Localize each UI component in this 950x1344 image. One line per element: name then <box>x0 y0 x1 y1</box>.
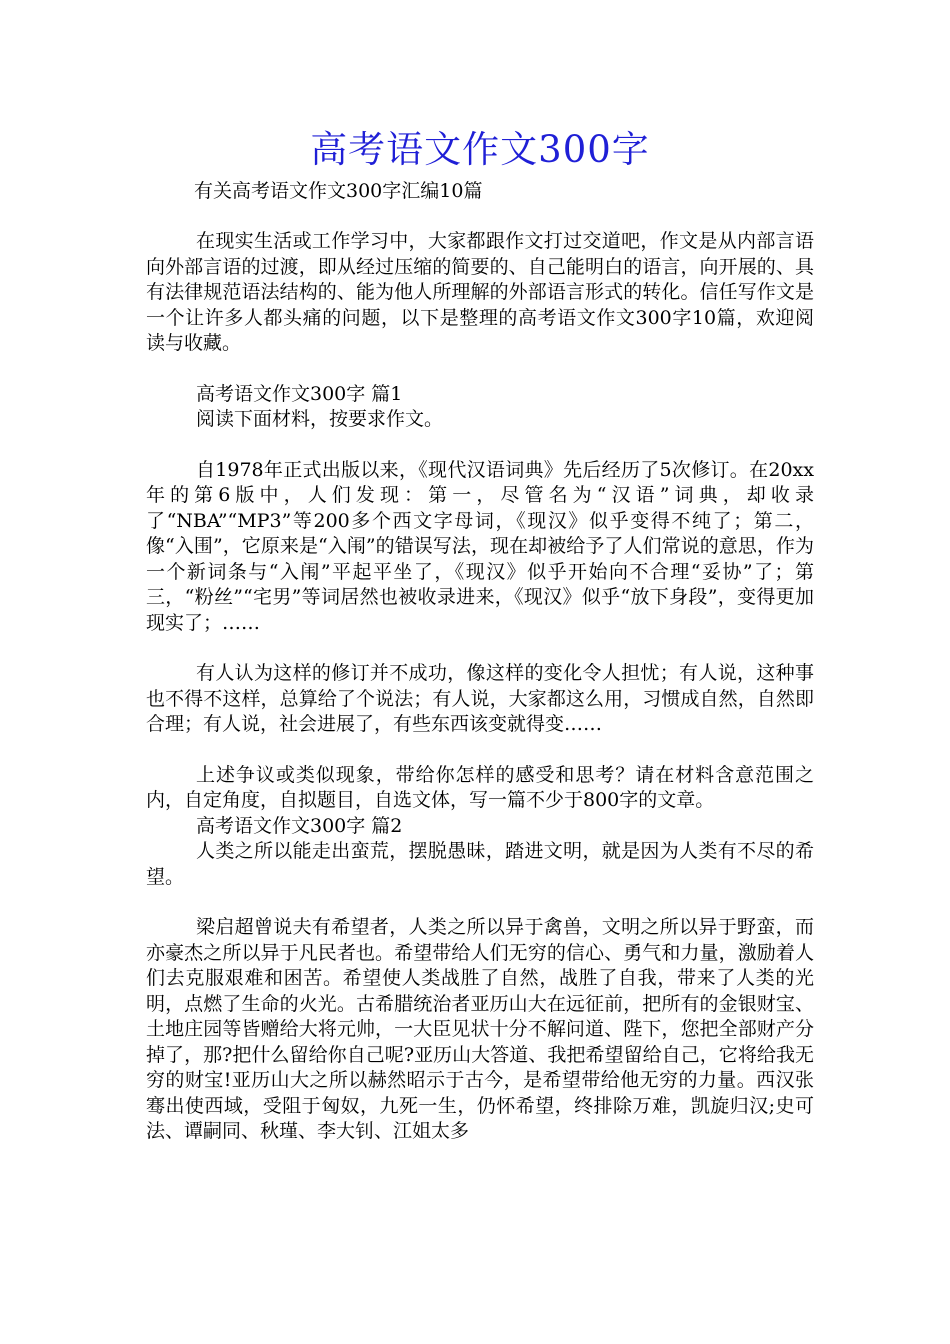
essay1-paragraph-2: 有人认为这样的修订并不成功，像这样的变化令人担忧；有人说，这种事也不得不这样，总算给了个说法；有人说，大家都这么用，习惯成自然，自然即合理；有人说，社会进展了，有些东西该变就得变…… <box>146 662 814 735</box>
spacer <box>146 204 814 229</box>
spacer <box>146 433 814 458</box>
essay1-paragraph-3: 上述争议或类似现象，带给你怎样的感受和思考？请在材料含意范围之内，自定角度，自拟题目，自选文体，写一篇不少于800字的文章。 <box>146 763 814 811</box>
document-page <box>146 122 814 1145</box>
essay1-paragraph-1: 自1978年正式出版以来，《现代汉语词典》先后经历了5次修订。在20xx年的第6版中，人们发现：第一，尽管名为“汉语”词典，却收录了“NBA”“MP3”等200多个西文字母词，《现汉》似乎变得不纯了；第二，像“入围”，它原来是“入闱”的错误写法，现在却被给予了人们常说的意思，作为一个新词条与“入闱”平起平坐了，《现汉》似乎开始向不合理“妥协”了；第三，“粉丝”“宅男”等词居然也被收录进来，《现汉》似乎“放下身段”，变得更加现实了；…… <box>146 458 814 634</box>
essay2-heading: 高考语文作文300字 篇2 <box>196 814 403 837</box>
intro-paragraph: 在现实生活或工作学习中，大家都跟作文打过交道吧，作文是从内部言语向外部言语的过渡，即从经过压缩的简要的、自己能明白的语言，向开展的、具有法律规范语法结构的、能为他人所理解的外部语言形式的转化。信任写作文是一个让许多人都头痛的问题，以下是整理的高考语文作文300字10篇，欢迎阅读与收藏。 <box>146 230 814 354</box>
spacer <box>146 890 814 915</box>
document-subtitle: 有关高考语文作文300字汇编10篇 <box>194 180 483 202</box>
essay1-prompt: 阅读下面材料，按要求作文。 <box>196 408 444 430</box>
document-title: 高考语文作文300字 <box>310 128 650 171</box>
essay2-paragraph-1: 人类之所以能走出蛮荒，摆脱愚昧，踏进文明，就是因为人类有不尽的希望。 <box>146 840 814 888</box>
spacer <box>146 357 814 382</box>
spacer <box>146 636 814 661</box>
essay1-heading: 高考语文作文300字 篇1 <box>196 382 403 405</box>
spacer <box>146 738 814 763</box>
essay2-paragraph-2: 梁启超曾说夫有希望者，人类之所以异于禽兽，文明之所以异于野蛮，而亦豪杰之所以异于凡民者也。希望带给人们无穷的信心、勇气和力量，激励着人们去克服艰难和困苦。希望使人类战胜了自然，战胜了自我，带来了人类的光明，点燃了生命的火光。古希腊统治者亚历山大在远征前，把所有的金银财宝、土地庄园等皆赠给大将元帅，一大臣见状十分不解问道、陛下，您把全部财产分掉了，那?把什么留给你自己呢?亚历山大答道、我把希望留给自己，它将给我无穷的财宝!亚历山大之所以赫然昭示于古今，是希望带给他无穷的力量。西汉张骞出使西域，受阻于匈奴，九死一生，仍怀希望，终排除万难，凯旋归汉;史可法、谭嗣同、秋瑾、李大钊、江姐太多 <box>146 916 814 1142</box>
